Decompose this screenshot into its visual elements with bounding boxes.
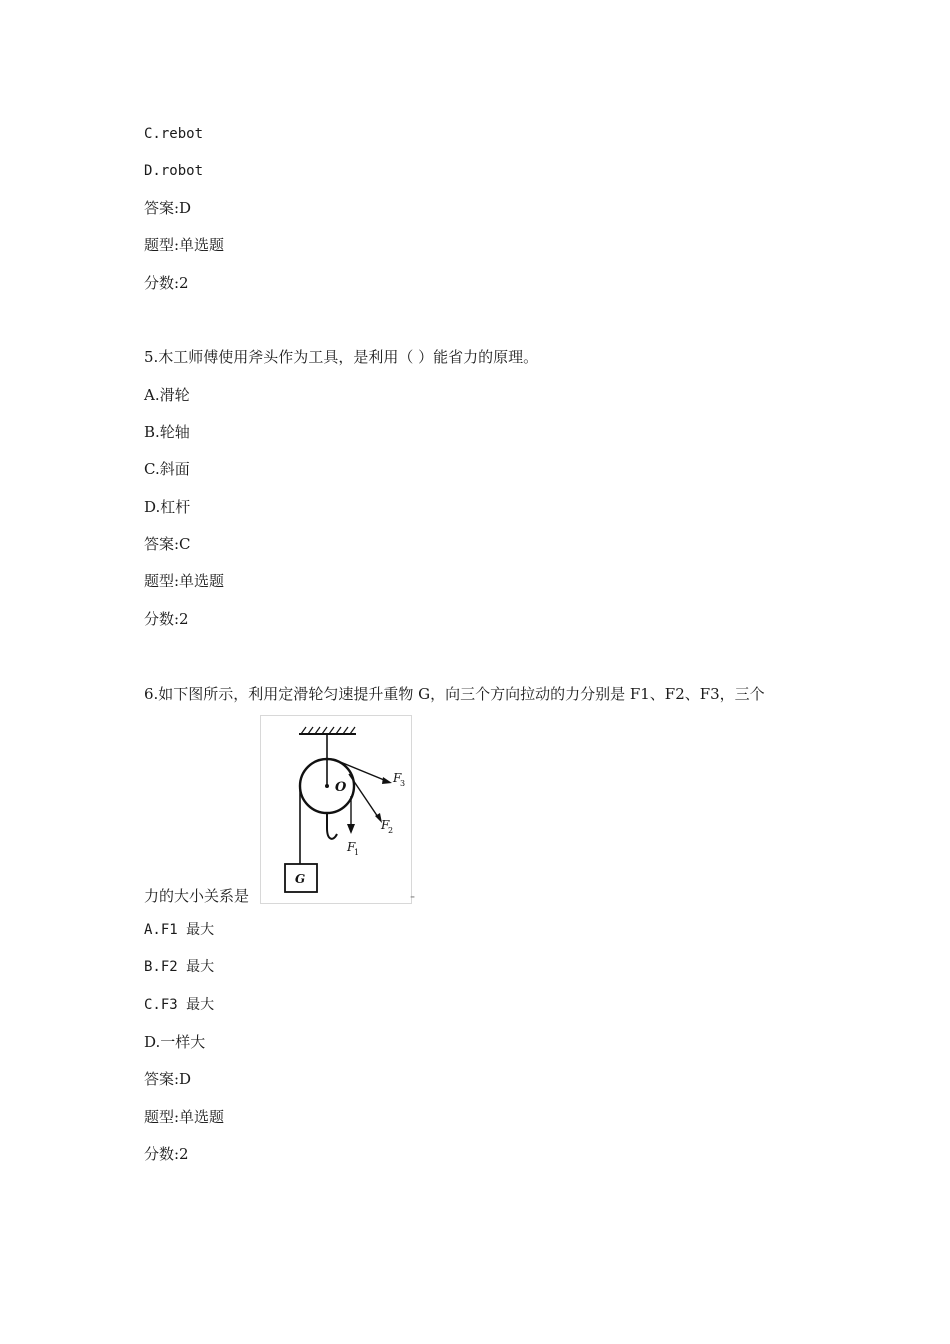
q6-option-d: D.一样大	[144, 1033, 206, 1051]
label-f1: F	[347, 840, 356, 854]
label-f3-sub: 3	[400, 779, 406, 788]
ceiling-hatching	[301, 727, 355, 734]
q6-answer: 答案:D	[144, 1070, 192, 1088]
q5-answer: 答案:C	[144, 535, 191, 553]
q4-option-d: D.robot	[144, 163, 204, 179]
arrow-f3	[382, 777, 392, 784]
q5-option-b: B.轮轴	[144, 423, 190, 441]
q5-stem: 5.木工师傅使用斧头作为工具，是利用（ ）能省力的原理。	[144, 348, 539, 366]
label-f2: F	[381, 818, 390, 832]
rope-f3	[333, 759, 389, 782]
q6-score: 分数:2	[144, 1145, 189, 1163]
q4-type: 题型:单选题	[144, 236, 225, 254]
label-f1-sub: 1	[354, 848, 360, 857]
q6-stem-line1: 6.如下图所示，利用定滑轮匀速提升重物 G，向三个方向拉动的力分别是 F1、F2、F3，三个	[144, 685, 765, 703]
arrow-f1	[347, 824, 355, 834]
q6-stem-suffix: -	[410, 887, 416, 905]
q5-score: 分数:2	[144, 610, 189, 628]
q5-option-a: A.滑轮	[144, 386, 190, 404]
q4-score: 分数:2	[144, 274, 189, 292]
label-o: O	[335, 780, 347, 795]
label-g: G	[295, 872, 306, 886]
pulley-axle	[325, 784, 329, 788]
q5-option-c: C.斜面	[144, 460, 190, 478]
q4-answer: 答案:D	[144, 199, 192, 217]
q6-option-a: A.F1 最大	[144, 922, 215, 938]
q4-option-c: C.rebot	[144, 126, 204, 142]
q6-option-c: C.F3 最大	[144, 997, 215, 1013]
q6-type: 题型:单选题	[144, 1108, 225, 1126]
q6-option-b: B.F2 最大	[144, 959, 215, 975]
label-f3: F	[393, 771, 402, 785]
q6-stem-line2: 力的大小关系是	[144, 887, 250, 905]
pulley-diagram	[260, 715, 412, 904]
q5-option-d: D.杠杆	[144, 498, 191, 516]
label-f2-sub: 2	[388, 826, 394, 835]
rope-f2	[349, 774, 380, 820]
q5-type: 题型:单选题	[144, 572, 225, 590]
pulley-hook	[327, 813, 337, 839]
